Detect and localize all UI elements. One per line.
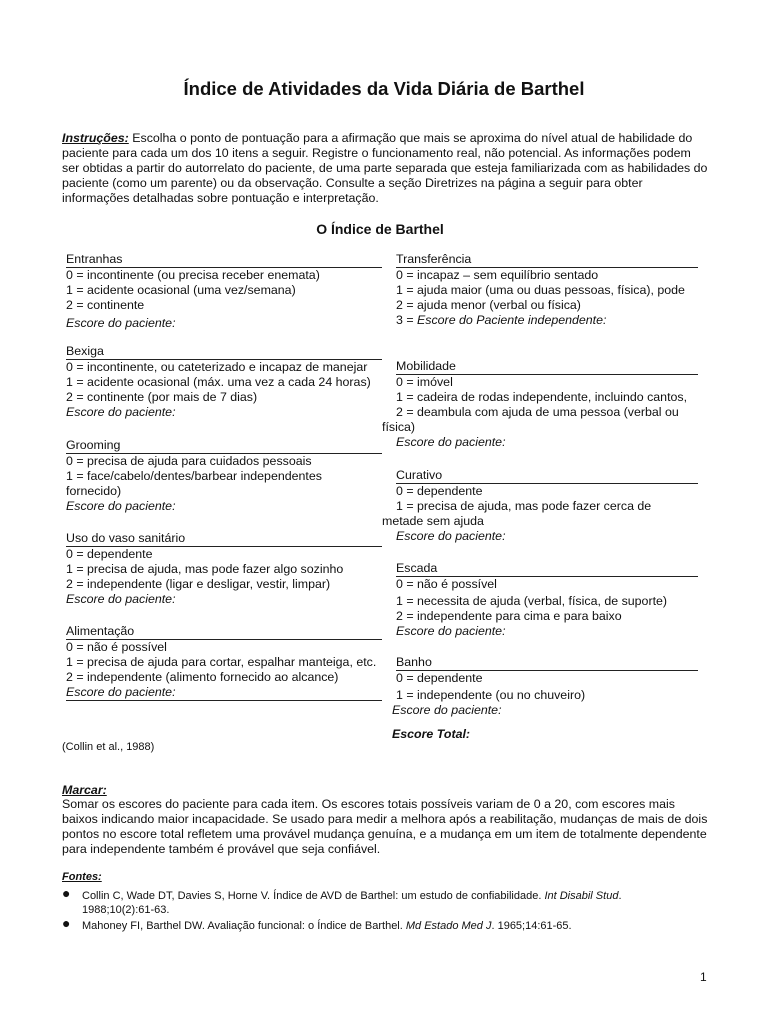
page-title: Índice de Atividades da Vida Diária de Barthel	[183, 78, 585, 99]
item-alimentacao	[66, 624, 382, 701]
option-line: 2 = deambula com ajuda de uma pessoa (verbal ou física)	[382, 405, 679, 434]
bullet-icon: ●	[62, 915, 71, 931]
item-heading: Transferência	[396, 252, 698, 268]
patient-score-label: Escore do paciente:	[66, 405, 176, 419]
option-line: 1 = face/cabelo/dentes/barbear independentes fornecido)	[66, 469, 322, 498]
marcar-paragraph: Somar os escores do paciente para cada item. Os escores totais possíveis variam de 0 a 20, com escores mais baixos indicando maior incapacidade. Se usado para medir a melhora após a reabilitação, mudanças de mais de dois pontos no escore total refletem uma provável mudança genuína, e a mudança em um item de totalmente dependente para independente também é provável que seja confiável.	[62, 797, 708, 856]
option-line: 0 = incontinente, ou cateterizado e incapaz de manejar	[66, 360, 368, 374]
option-line: 2 = ajuda menor (verbal ou física)	[396, 298, 581, 312]
option-line: 0 = dependente	[396, 671, 483, 685]
index-title: O Índice de Barthel	[316, 221, 444, 237]
option-line: 0 = imóvel	[396, 375, 453, 389]
reference-text: Collin C, Wade DT, Davies S, Horne V. Índice de AVD de Barthel: um estudo de confiabilidade. Int Disabil Stud. 1988;10(2):61-63.	[82, 890, 622, 916]
item-heading: Grooming	[66, 438, 382, 454]
item-curativo	[382, 468, 698, 544]
instructions-label: Instruções:	[62, 131, 129, 145]
option-line: 0 = não é possível	[66, 640, 167, 654]
option-line: 2 = continente (por mais de 7 dias)	[66, 390, 258, 404]
item-vaso-sanitario	[66, 531, 382, 607]
patient-score-label: Escore do paciente:	[396, 624, 506, 638]
option-line: 0 = incontinente (ou precisa receber enemata)	[66, 268, 320, 282]
instructions-text: Escolha o ponto de pontuação para a afirmação que mais se aproxima do nível atual de habilidade do paciente para cada um dos 10 itens a seguir. Registre o funcionamento real, não potencial. As informações podem ser obtidas a partir do autorrelato do paciente, de uma parte separada que esteja familiarizada com as habilidades do paciente (como um parente) ou da observação. Consulte a seção Diretrizes na página a seguir para obter informações detalhadas sobre pontuação e interpretação.	[62, 131, 708, 205]
option-line: 0 = não é possível	[396, 577, 497, 591]
item-heading: Mobilidade	[396, 359, 698, 375]
item-escada	[396, 561, 698, 639]
option-line: 1 = precisa de ajuda para cortar, espalhar manteiga, etc.	[66, 655, 377, 669]
option-line: 0 = dependente	[66, 547, 153, 561]
fontes-heading: Fontes:	[62, 871, 102, 883]
patient-score-label: Escore do paciente:	[66, 499, 176, 513]
patient-score-label: Escore do Paciente independente:	[417, 313, 607, 327]
option-line: 1 = precisa de ajuda, mas pode fazer cerca de metade sem ajuda	[382, 499, 652, 528]
item-heading: Banho	[396, 655, 698, 671]
citation: (Collin et al., 1988)	[62, 741, 155, 753]
item-heading: Uso do vaso sanitário	[66, 531, 382, 547]
instructions-paragraph	[62, 131, 710, 206]
total-score-label: Escore Total:	[392, 727, 471, 741]
option-line: 0 = dependente	[396, 484, 483, 498]
option-line: 2 = continente	[66, 298, 145, 312]
patient-score-label: Escore do paciente:	[66, 685, 382, 701]
item-mobilidade	[382, 359, 698, 450]
option-line: 1 = acidente ocasional (uma vez/semana)	[66, 283, 296, 297]
option-line: 1 = necessita de ajuda (verbal, física, de suporte)	[396, 594, 668, 608]
option-line: 3 = Escore do Paciente independente:	[396, 313, 607, 327]
item-heading: Escada	[396, 561, 698, 577]
patient-score-label: Escore do paciente:	[396, 529, 506, 543]
item-heading: Entranhas	[66, 252, 382, 268]
item-banho	[392, 655, 698, 718]
option-line: 1 = independente (ou no chuveiro)	[396, 688, 586, 702]
patient-score-label: Escore do paciente:	[396, 435, 506, 449]
patient-score-label: Escore do paciente:	[392, 703, 502, 717]
item-bexiga	[66, 344, 382, 420]
item-grooming	[66, 438, 382, 514]
option-line: 1 = cadeira de rodas independente, incluindo cantos,	[396, 390, 688, 404]
bullet-icon: ●	[62, 885, 71, 901]
item-heading: Bexiga	[66, 344, 382, 360]
reference-text: Mahoney FI, Barthel DW. Avaliação funcional: o Índice de Barthel. Md Estado Med J. 1965;14:61-65.	[82, 920, 572, 932]
option-line: 0 = precisa de ajuda para cuidados pessoais	[66, 454, 312, 468]
option-line: 1 = precisa de ajuda, mas pode fazer algo sozinho	[66, 562, 344, 576]
option-line: 2 = independente para cima e para baixo	[396, 609, 622, 623]
option-line: 2 = independente (alimento fornecido ao alcance)	[66, 670, 339, 684]
page-number: 1	[700, 970, 707, 984]
item-heading: Alimentação	[66, 624, 382, 640]
patient-score-label: Escore do paciente:	[66, 316, 176, 330]
option-line: 0 = incapaz – sem equilíbrio sentado	[396, 268, 599, 282]
journal-name: Int Disabil Stud	[544, 890, 619, 902]
item-heading: Curativo	[396, 468, 698, 484]
item-entranhas	[66, 252, 382, 331]
marcar-heading: Marcar:	[62, 783, 107, 797]
option-line: 1 = ajuda maior (uma ou duas pessoas, física), pode	[396, 283, 685, 297]
option-line: 2 = independente (ligar e desligar, vestir, limpar)	[66, 577, 331, 591]
item-transferencia	[396, 252, 698, 328]
option-line: 1 = acidente ocasional (máx. uma vez a cada 24 horas)	[66, 375, 371, 389]
journal-name: Md Estado Med J	[405, 920, 492, 932]
patient-score-label: Escore do paciente:	[66, 592, 176, 606]
